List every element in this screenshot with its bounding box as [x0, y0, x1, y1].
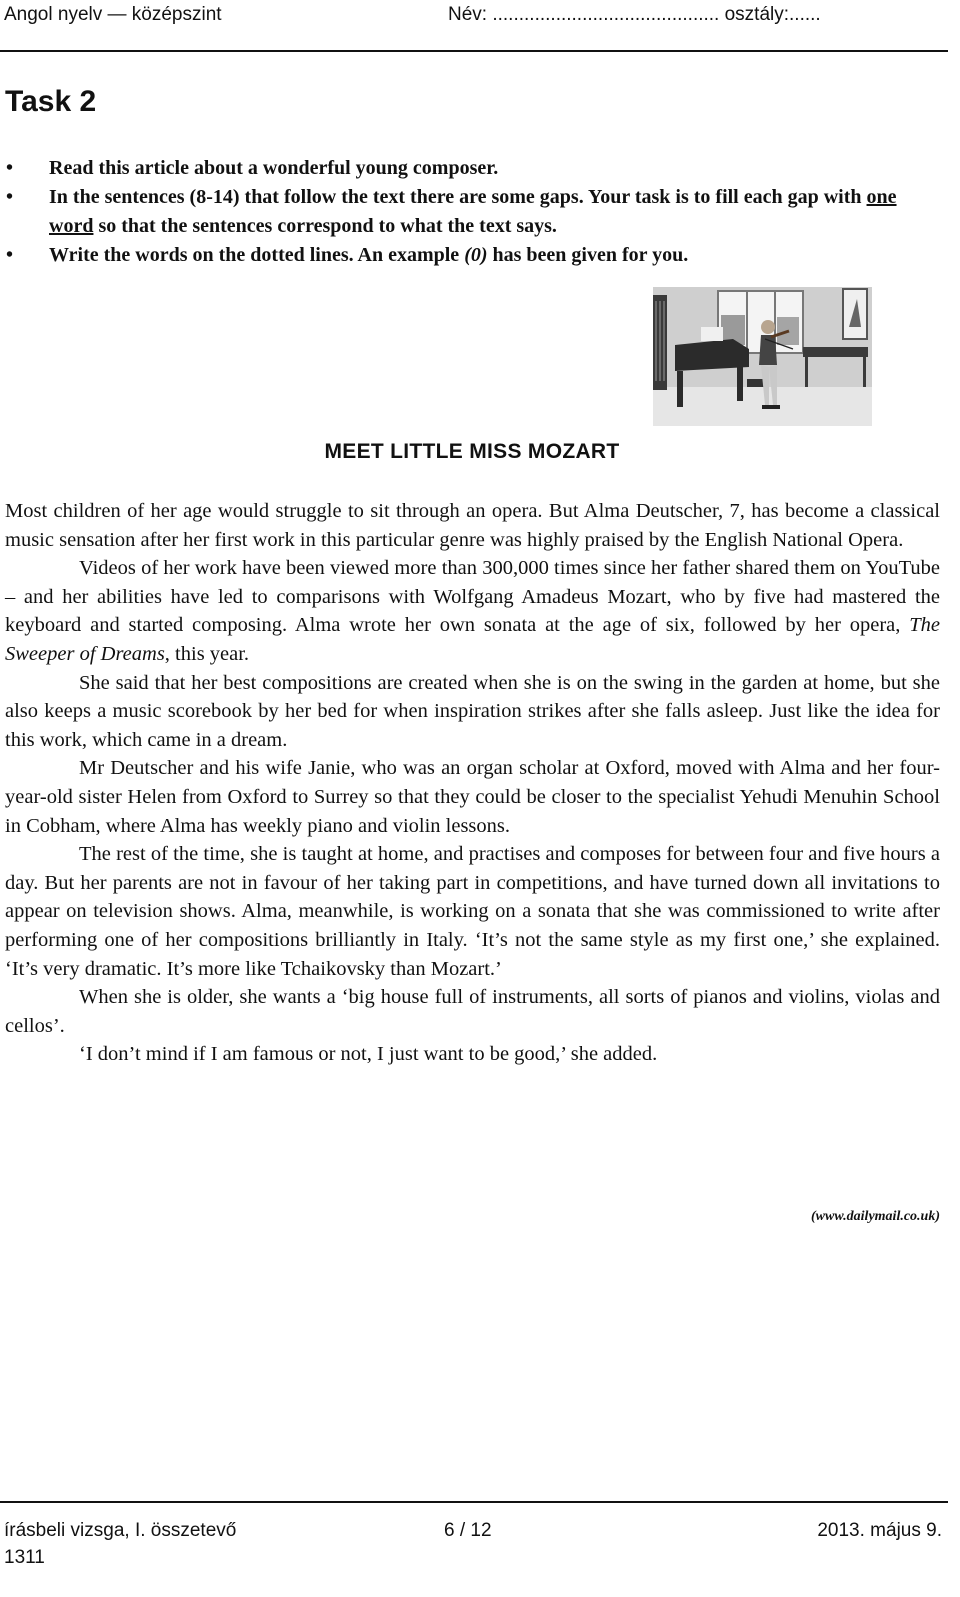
- paragraph-text: Videos of her work have been viewed more than 300,000 times since her father shared them on YouTube – and her abilities have led to comparisons with Wolfgang Amadeus Mozart, who by five had mastered the keyboard and started composing. Alma wrote her own sonata at the age of six, followed by her opera,: [5, 557, 940, 637]
- instruction-emphasis: one word: [49, 186, 897, 237]
- article-photo: [653, 287, 872, 426]
- page-header: [0, 0, 948, 52]
- page-number: 6 / 12: [444, 1520, 492, 1541]
- footer-date: 2013. május 9.: [817, 1520, 942, 1541]
- instruction-item: [0, 183, 900, 241]
- header-name-class-field: Név: ........................................... osztály:......: [448, 4, 821, 25]
- instruction-text: has been given for you.: [487, 244, 689, 266]
- footer-divider: [0, 1501, 948, 1503]
- article-paragraph: When she is older, she wants a ‘big house full of instruments, all sorts of pianos and violins, violas and cellos’.: [5, 986, 940, 1037]
- bullet-icon: •: [6, 186, 14, 208]
- article-paragraph: [5, 554, 940, 668]
- article-paragraph: The rest of the time, she is taught at home, and practises and composes for between four and five hours a day. But her parents are not in favour of her taking part in competitions, and have turned down all invitations to appear on television shows. Alma, meanwhile, is working on a sonata that she was commissioned to write after performing one of her compositions brilliantly in Italy. ‘It’s not the same style as my first one,’ she explained. ‘It’s very dramatic. It’s more like Tchaikovsky than Mozart.’: [5, 843, 940, 980]
- article-paragraph: She said that her best compositions are created when she is on the swing in the garden at home, but she also keeps a music scorebook by her bed for when inspiration strikes after she falls asleep. Just like the idea for this work, which came in a dream.: [5, 671, 940, 751]
- bullet-icon: •: [6, 244, 14, 266]
- article-source: (www.dailymail.co.uk): [811, 1209, 940, 1224]
- article-body: [5, 497, 940, 1069]
- instruction-text: In the sentences (8-14) that follow the text there are some gaps. Your task is to fill each gap with: [49, 186, 867, 208]
- article-paragraph: ‘I don’t mind if I am famous or not, I just want to be good,’ she added.: [79, 1043, 658, 1066]
- instructions-list: [0, 154, 900, 270]
- instruction-item: [0, 154, 900, 183]
- footer-exam-label: írásbeli vizsga, I. összetevő: [4, 1520, 237, 1541]
- instruction-item: [0, 241, 900, 270]
- bullet-icon: •: [6, 157, 14, 179]
- article-paragraph: Mr Deutscher and his wife Janie, who was an organ scholar at Oxford, moved with Alma and her four-year-old sister Helen from Oxford to Surrey so that they could be closer to the specialist Yehudi Menuhin School in Cobham, where Alma has weekly piano and violin lessons.: [5, 757, 940, 837]
- task-title: Task 2: [5, 85, 97, 118]
- instruction-text: Write the words on the dotted lines. An example: [49, 244, 465, 266]
- article-title: MEET LITTLE MISS MOZART: [324, 440, 620, 463]
- footer-code: 1311: [4, 1547, 45, 1568]
- instruction-text: so that the sentences correspond to what the text says.: [93, 215, 557, 237]
- article-paragraph: Most children of her age would struggle to sit through an opera. But Alma Deutscher, 7, has become a classical music sensation after her first work in this particular genre was highly praised by the English National Opera.: [5, 500, 940, 551]
- paragraph-text: , this year.: [164, 642, 250, 665]
- header-subject: Angol nyelv — középszint: [4, 4, 222, 25]
- instruction-example-marker: (0): [464, 244, 488, 266]
- instruction-text: Read this article about a wonderful young composer.: [49, 157, 499, 179]
- opera-title: The Sweeper of Dreams: [5, 614, 940, 665]
